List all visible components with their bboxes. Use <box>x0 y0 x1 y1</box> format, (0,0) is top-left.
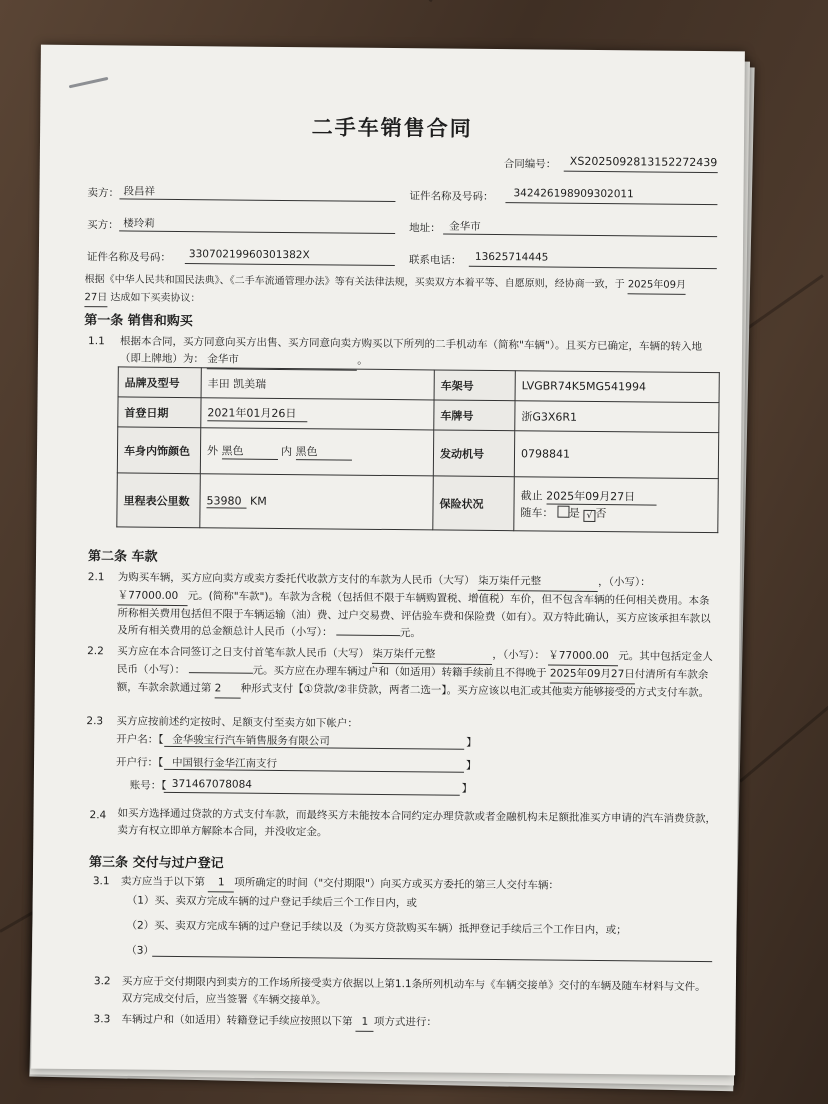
engine-value: 0798841 <box>514 431 718 479</box>
reg-date-cell <box>201 398 434 430</box>
option-2: （2）买、卖双方完成车辆的过户登记手续以及（为买方贷款购买车辆）抵押登记手续后三个工作日内，或； <box>126 919 627 937</box>
clause-2-1-small: ￥77000.00 <box>118 587 188 606</box>
mileage-cell <box>200 474 434 530</box>
account-no-line <box>164 792 460 796</box>
yes-label: 是 <box>568 506 581 520</box>
mileage-unit: KM <box>250 494 267 508</box>
buyer-id: 33070219960301382X <box>188 248 310 262</box>
buyer-line <box>119 230 395 234</box>
clause-2-2-text-f: 种形式支付【①贷款/②非贷款，两者二选一】。买方应该以电汇或其他卖方能够接受的方式支付车款。 <box>240 682 710 700</box>
section-3-title: 第三条 交付与过户登记 <box>89 855 224 872</box>
clause-1-1-place: 金华市 <box>207 351 357 370</box>
mileage-label: 里程表公里数 <box>117 473 201 528</box>
clause-2-2-text-a: 买方应在本合同签订之日支付首笔车款人民币（大写） <box>117 645 370 660</box>
clause-3-3-text-b: 项方式进行： <box>373 1015 437 1029</box>
inner-color-value: 黑色 <box>295 443 351 461</box>
bracket-close: 】 <box>461 782 473 795</box>
insurance-label: 保险状况 <box>433 476 515 531</box>
clause-3-3 <box>121 1011 715 1035</box>
clause-number: 1.1 <box>88 335 105 348</box>
plate-label: 车牌号 <box>434 400 515 431</box>
phone-label: 联系电话： <box>408 254 462 267</box>
clause-2-2-text-b: ，（小写）： <box>492 649 545 662</box>
insurance-until-label: 截止 <box>520 488 543 502</box>
color-label: 车身内饰颜色 <box>117 427 200 474</box>
bracket-close: 】 <box>465 759 477 772</box>
phone: 13625714445 <box>474 250 549 264</box>
clause-2-2-small: ￥77000.00 <box>548 648 618 667</box>
contract-page <box>31 45 745 1076</box>
outer-color-value: 黑色 <box>221 442 277 460</box>
clause-1-1-text: 根据本合同，买方同意向买方出售、买方同意向卖方购买以下所列的二手机动车（简称"车辆"）。且买方已确定，车辆的转入地（即上牌地）为： <box>119 335 703 366</box>
mileage-value: 53980 <box>206 494 246 508</box>
account-no: 371467078084 <box>171 777 253 791</box>
brand-label: 品牌及型号 <box>118 367 201 398</box>
bracket-close: 】 <box>466 736 477 749</box>
preamble-end: 达成如下买卖协议： <box>110 292 201 305</box>
bank-line <box>164 769 464 773</box>
clause-3-3-text-a: 车辆过户和（如适用）转籍登记手续应按照以下第 <box>121 1013 353 1028</box>
page-title: 二手车销售合同 <box>311 115 473 141</box>
buyer-name: 楼玲莉 <box>123 217 155 230</box>
contract-no-line <box>564 171 718 173</box>
account-name-label: 开户名：【 <box>116 733 164 746</box>
insurance-cell <box>514 477 719 533</box>
clause-2-1-total-blank <box>336 635 400 637</box>
clause-number: 2.2 <box>87 645 104 658</box>
address-line <box>443 234 717 238</box>
clause-number: 2.1 <box>87 571 105 584</box>
inner-color-label: 内 <box>280 444 293 459</box>
seller-id: 342426198909302011 <box>513 187 634 201</box>
vehicle-table <box>116 366 720 533</box>
buyer-id-label: 证件名称及号码： <box>86 251 171 264</box>
section-2-title: 第二条 车款 <box>87 549 158 565</box>
option-3-line <box>152 956 712 962</box>
clause-2-1-text-d: 元。 <box>399 627 421 640</box>
staple-icon <box>69 77 109 89</box>
seller-id-line <box>505 202 717 205</box>
clause-2-4: 如买方选择通过贷款的方式支付车款，而最终买方未能按本合同约定办理贷款或者金融机构未足额批准买方申请的汽车消费贷款，卖方有权立即单方解除本合同，并没收定金。 <box>117 807 717 839</box>
account-no-label: 账号：【 <box>129 779 167 792</box>
brand-value: 丰田 凯美瑞 <box>201 368 434 400</box>
bank-label: 开户行：【 <box>115 756 164 769</box>
seller-line <box>119 198 395 202</box>
color-cell <box>200 428 433 476</box>
clause-2-2 <box>117 643 717 703</box>
preamble <box>84 271 724 313</box>
plate-value: 浙G3X6R1 <box>515 401 719 433</box>
clause-2-1-text-c: 元。(简称"车款")。车款为含税（包括但不限于车辆购置税、增值税）车价，但不包含车辆的任何相关费用。本条所称相关费用包括但不限于车辆运输（油）费、过户交易费、评估验车费和保险费（如有）。双方特此确认，买方应该承担车款以及所有相关费用的总金额总计人民币（小写）： <box>117 590 711 639</box>
clause-2-1-upper: 柒万柒仟元整 <box>478 573 598 592</box>
with-car-label: 随车： <box>520 505 554 520</box>
clause-3-1-text-a: 卖方应当于以下第 <box>120 875 205 889</box>
reg-date-value: 2021年01月26日 <box>207 404 307 422</box>
engine-label: 发动机号 <box>433 430 514 477</box>
clause-3-2: 买方应于交付期限内到卖方的工作场所接受卖方依据以上第1.1条所列机动车与《车辆交接单》交付的车辆及随车材料与文件。双方完成交付后，应当签署《车辆交接单》。 <box>121 975 706 1007</box>
clause-2-1-text-b: ，（小写）： <box>598 576 651 589</box>
address: 金华市 <box>449 220 481 233</box>
clause-2-3-text: 买方应按前述约定按时、足额支付至卖方如下帐户： <box>116 715 358 730</box>
clause-number: 2.4 <box>89 809 107 822</box>
insurance-until-value: 2025年09月27日 <box>546 487 656 505</box>
clause-1-1-end: 。 <box>357 354 368 367</box>
clause-2-2-date: 2025年09月27日 <box>550 666 635 685</box>
frame-label: 车架号 <box>434 370 515 401</box>
clause-number: 2.3 <box>86 715 104 728</box>
reg-date-label: 首登日期 <box>118 397 201 428</box>
contract-no: XS2025092813152272439 <box>569 154 718 170</box>
section-1-title: 第一条 销售和购买 <box>84 313 193 330</box>
option-1: （1）买、卖双方完成车辆的过户登记手续后三个工作日内，或 <box>126 894 417 910</box>
clause-2-2-upper: 柒万柒仟元整 <box>372 646 492 665</box>
clause-number: 3.1 <box>92 875 110 888</box>
preamble-date: 2025年09月 <box>628 276 686 295</box>
clause-2-2-text-c: 元。其中包括定金人民币（小写）： <box>116 650 713 677</box>
preamble-text: 根据《中华人民共和国民法典》、《二手车流通管理办法》等有关法律法规，买卖双方本着平等、自愿原则，经协商一致，于 <box>84 274 625 291</box>
no-label: 否 <box>595 506 607 520</box>
no-checkbox: √ <box>583 509 595 521</box>
address-label: 地址： <box>409 222 441 235</box>
account-name: 金华骏宝行汽车销售服务有限公司 <box>172 733 330 748</box>
clause-3-3-way: 1 <box>356 1014 374 1032</box>
clause-number: 3.2 <box>93 975 111 988</box>
clause-2-2-text-d: 元。买方应在办理车辆过户和（如适用）转籍手续前且不得晚于 <box>252 664 547 680</box>
preamble-day: 27日 <box>84 289 107 307</box>
seller-id-label: 证件名称及号码： <box>409 190 494 203</box>
contract-no-label: 合同编号： <box>503 158 557 171</box>
clause-2-2-text-e: 付清所有车款余额，车款余款通过第 <box>116 668 709 695</box>
account-name-line <box>164 746 464 750</box>
option-3: （3） <box>126 944 154 957</box>
clause-2-2-deposit-blank <box>188 672 252 674</box>
clause-2-1-text-a: 为购买车辆，买方应向卖方或卖方委托代收款方支付的车款为人民币（大写） <box>117 571 475 587</box>
seller-name: 段昌祥 <box>123 185 156 198</box>
buyer-label: 买方： <box>87 219 119 232</box>
clause-3-1-text-b: 项所确定的时间（"交付期限"）向买方或买方委托的第三人交付车辆： <box>234 876 559 892</box>
clause-3-1-way: 1 <box>208 874 234 892</box>
clause-2-1 <box>117 569 718 645</box>
seller-label: 卖方： <box>87 187 120 200</box>
phone-line <box>469 266 717 269</box>
frame-value: LVGBR74K5MG541994 <box>515 371 719 403</box>
clause-2-2-way: 2 <box>215 680 241 698</box>
yes-checkbox <box>557 505 569 517</box>
bank-name: 中国银行金华江南支行 <box>171 756 278 770</box>
clause-number: 3.3 <box>93 1013 111 1026</box>
buyer-id-line <box>185 263 395 266</box>
outer-color-label: 外 <box>206 444 219 458</box>
